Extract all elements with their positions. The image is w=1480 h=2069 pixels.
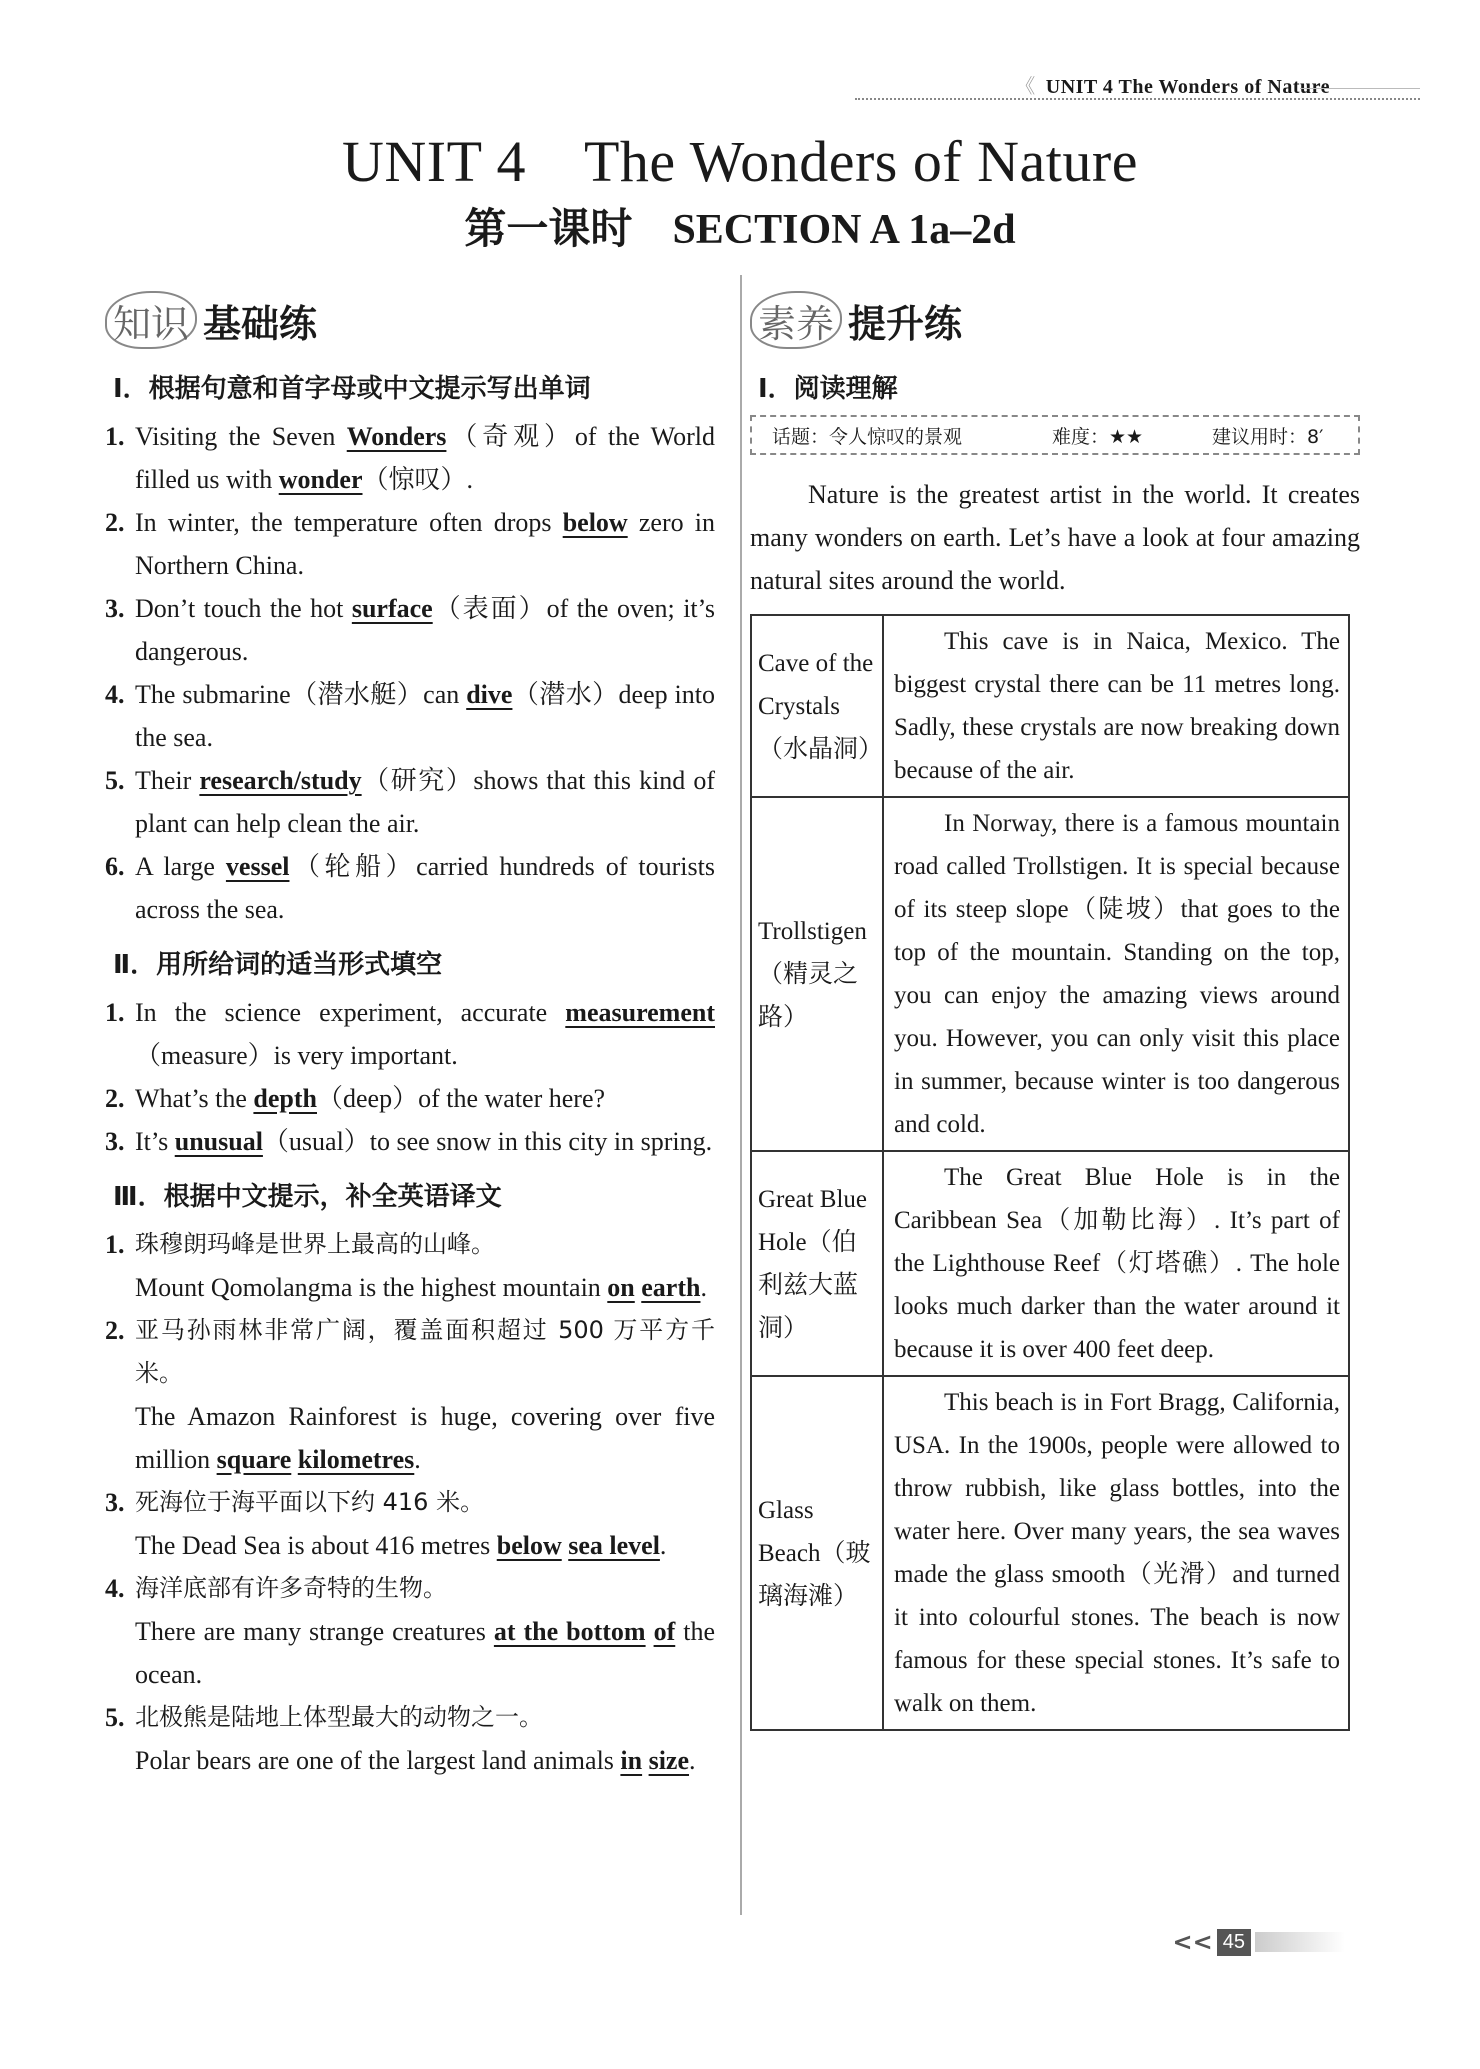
answer-blank: Wonders xyxy=(346,422,447,451)
answer-blank: dive xyxy=(466,680,513,709)
block-badge: 素养 xyxy=(750,291,842,349)
question-text: Don’t touch the hot xyxy=(135,594,352,623)
site-row xyxy=(751,1376,1349,1730)
question-item xyxy=(105,673,715,759)
question-number: 1. xyxy=(105,422,125,451)
answer-blank: below xyxy=(496,1531,562,1560)
time-label: 建议用时：8′ xyxy=(1212,425,1324,448)
question-text: . xyxy=(689,1746,696,1775)
site-row xyxy=(751,797,1349,1151)
site-row xyxy=(751,1151,1349,1376)
question-item xyxy=(105,501,715,587)
question-text: The Dead Sea is about 416 metres xyxy=(135,1531,497,1560)
column-divider xyxy=(740,275,742,1915)
left-column xyxy=(105,285,715,1782)
question-number: 5. xyxy=(105,766,125,795)
running-header-text: UNIT 4 The Wonders of Nature xyxy=(1045,76,1330,98)
block-title: 基础练 xyxy=(203,301,318,346)
site-row xyxy=(751,615,1349,797)
question-number: 1. xyxy=(105,998,125,1027)
page-number-value: 45 xyxy=(1217,1929,1251,1956)
question-text: There are many strange creatures xyxy=(135,1617,494,1646)
basic-practice-heading xyxy=(105,285,715,355)
question-item xyxy=(105,991,715,1077)
part3-list xyxy=(105,1223,715,1782)
question-text: Mount Qomolangma is the highest mountain xyxy=(135,1273,608,1302)
english-translation xyxy=(135,1739,715,1782)
site-description: This cave is in Naica, Mexico. The biggest crystal there can be 11 metres long. Sadly, these crystals are now breaking down because of the air. xyxy=(883,615,1349,797)
question-text: In the science experiment, accurate xyxy=(135,998,566,1027)
question-item xyxy=(105,415,715,501)
question-text: zero in Northern China. xyxy=(135,508,715,580)
running-header xyxy=(1015,70,1330,99)
answer-blank: below xyxy=(562,508,628,537)
topic-label: 话题：令人惊叹的景观 xyxy=(772,425,963,448)
block-badge: 知识 xyxy=(105,291,197,349)
translation-item xyxy=(105,1223,715,1309)
english-translation xyxy=(135,1395,715,1481)
sites-table xyxy=(750,614,1350,1731)
question-item xyxy=(105,1077,715,1120)
answer-blank: research/study xyxy=(199,766,362,795)
translation-item xyxy=(105,1696,715,1782)
part3-heading: Ⅲ．根据中文提示，补全英语译文 xyxy=(113,1182,502,1212)
question-number: 3. xyxy=(105,1488,125,1517)
question-item xyxy=(105,1120,715,1163)
unit-label: UNIT 4 xyxy=(342,129,526,194)
question-text: （measure）is very important. xyxy=(135,1041,458,1070)
question-text: The submarine（潜水艇）can xyxy=(135,680,467,709)
english-translation xyxy=(135,1610,715,1696)
answer-blank: at the bottom xyxy=(493,1617,646,1646)
question-number: 4. xyxy=(105,1574,125,1603)
answer-blank: surface xyxy=(351,594,433,623)
chinese-prompt: 死海位于海平面以下约 416 米。 xyxy=(135,1488,485,1516)
site-name: Trollstigen（精灵之路） xyxy=(751,797,883,1151)
answer-blank: measurement xyxy=(565,998,715,1027)
difficulty-label: 难度：★★ xyxy=(1052,425,1144,448)
lesson-label: 第一课时 xyxy=(464,204,633,253)
answer-blank: depth xyxy=(253,1084,317,1113)
question-number: 6. xyxy=(105,852,125,881)
answer-blank: square xyxy=(216,1445,292,1474)
question-text: . xyxy=(700,1273,707,1302)
question-item xyxy=(105,845,715,931)
chinese-prompt: 珠穆朗玛峰是世界上最高的山峰。 xyxy=(135,1230,495,1258)
question-text: （惊叹）. xyxy=(362,465,474,494)
question-number: 2. xyxy=(105,1084,125,1113)
question-text: （潜水）deep into the sea. xyxy=(135,680,716,752)
part2-heading: Ⅱ．用所给词的适当形式填空 xyxy=(113,950,443,980)
question-number: 2. xyxy=(105,508,125,537)
page-number xyxy=(1173,1928,1345,1956)
question-item xyxy=(105,759,715,845)
question-item xyxy=(105,587,715,673)
answer-blank: unusual xyxy=(174,1127,263,1156)
question-number: 3. xyxy=(105,1127,125,1156)
translation-item xyxy=(105,1481,715,1567)
right-column xyxy=(750,285,1360,1731)
double-chevron-icon: << xyxy=(1172,1928,1213,1956)
answer-blank: kilometres xyxy=(297,1445,415,1474)
answer-blank: on xyxy=(607,1273,635,1302)
question-number: 2. xyxy=(105,1316,125,1345)
site-description: This beach is in Fort Bragg, California, USA. In the 1900s, people were allowed to throw rubbish, like glass bottles, into the water here. Over many years, the sea waves made the glass smooth（光滑）and turned it into colourful stones. The beach is now famous for these special stones. It’s safe to walk on them. xyxy=(883,1376,1349,1730)
chevron-left-icon: 《 xyxy=(1015,76,1036,98)
question-text: （表面）of the oven; it’s dangerous. xyxy=(135,594,715,666)
chinese-prompt: 海洋底部有许多奇特的生物。 xyxy=(135,1574,447,1602)
part2-list xyxy=(105,991,715,1163)
chinese-prompt: 亚马孙雨林非常广阔，覆盖面积超过 500 万平方千米。 xyxy=(135,1316,715,1387)
answer-blank: in xyxy=(620,1746,643,1775)
translation-item xyxy=(105,1309,715,1481)
question-text: . xyxy=(659,1531,667,1560)
question-text: （研究）shows that this kind of plant can help clean the air. xyxy=(135,766,715,838)
section-label: SECTION A 1a–2d xyxy=(672,207,1016,253)
reading-intro: Nature is the greatest artist in the world. It creates many wonders on earth. Let’s have a look at four amazing natural sites around the world. xyxy=(750,480,1360,595)
question-text: . xyxy=(414,1445,421,1474)
site-name: Cave of the Crystals（水晶洞） xyxy=(751,615,883,797)
header-rule xyxy=(855,98,1420,100)
question-text xyxy=(646,1617,654,1646)
answer-blank: wonder xyxy=(278,465,363,494)
question-text: the ocean. xyxy=(135,1617,715,1689)
page-title xyxy=(0,128,1480,195)
advanced-practice-heading xyxy=(750,285,1360,355)
question-text: In winter, the temperature often drops xyxy=(135,508,563,537)
block-title: 提升练 xyxy=(848,301,963,346)
site-name: Glass Beach（玻璃海滩） xyxy=(751,1376,883,1730)
question-number: 1. xyxy=(105,1230,125,1259)
question-text: （deep）of the water here? xyxy=(317,1084,606,1113)
topic-box xyxy=(750,415,1360,455)
question-text: Their xyxy=(135,766,200,795)
answer-blank: of xyxy=(653,1617,676,1646)
answer-blank: vessel xyxy=(225,852,290,881)
header-rule-2 xyxy=(1300,88,1420,89)
question-text: The Amazon Rainforest is huge, covering over five million xyxy=(135,1402,715,1474)
question-number: 3. xyxy=(105,594,125,623)
page-number-bar xyxy=(1255,1932,1345,1952)
question-text: （奇观）of the World filled us with xyxy=(135,422,716,494)
question-text: What’s the xyxy=(135,1084,254,1113)
site-description: In Norway, there is a famous mountain road called Trollstigen. It is special because of its steep slope（陡坡）that goes to the top of the mountain. Standing on the top, you can enjoy the amazing views around you. However, you can only visit this place in summer, because winter is too dangerous and cold. xyxy=(883,797,1349,1151)
question-number: 4. xyxy=(105,680,125,709)
english-translation xyxy=(135,1266,715,1309)
answer-blank: size xyxy=(648,1746,690,1775)
part1-list xyxy=(105,415,715,931)
question-text: Visiting the Seven xyxy=(135,422,347,451)
english-translation xyxy=(135,1524,715,1567)
answer-blank: earth xyxy=(641,1273,701,1302)
question-text: （usual）to see snow in this city in spring. xyxy=(262,1127,713,1156)
page-subtitle xyxy=(0,196,1480,256)
translation-item xyxy=(105,1567,715,1696)
question-text: （轮船）carried hundreds of tourists across the sea. xyxy=(135,852,715,924)
part1-heading: Ⅰ．根据句意和首字母或中文提示写出单词 xyxy=(113,374,591,404)
answer-blank: sea level xyxy=(568,1531,660,1560)
unit-title: The Wonders of Nature xyxy=(584,129,1138,194)
question-number: 5. xyxy=(105,1703,125,1732)
question-text: A large xyxy=(135,852,226,881)
question-text: It’s xyxy=(135,1127,175,1156)
question-text: Polar bears are one of the largest land animals xyxy=(135,1746,621,1775)
site-name: Great Blue Hole（伯利兹大蓝洞） xyxy=(751,1151,883,1376)
chinese-prompt: 北极熊是陆地上体型最大的动物之一。 xyxy=(135,1703,543,1731)
reading-heading: Ⅰ．阅读理解 xyxy=(758,374,898,404)
site-description: The Great Blue Hole is in the Caribbean Sea（加勒比海）. It’s part of the Lighthouse Reef（灯塔礁）. The hole looks much darker than the water around it because it is over 400 feet deep. xyxy=(883,1151,1349,1376)
